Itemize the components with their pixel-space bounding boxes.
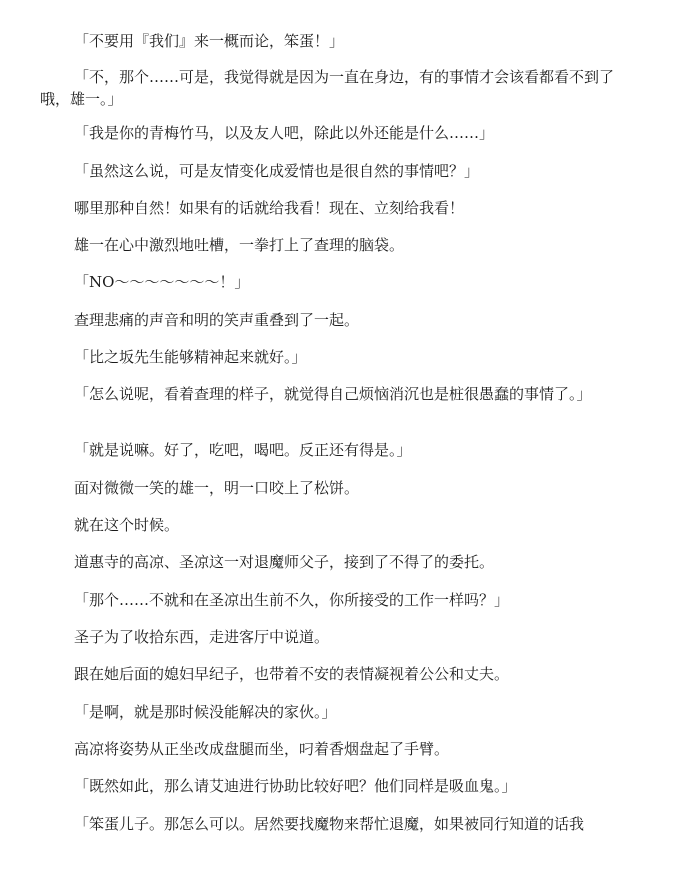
paragraph: 「不，那个……可是，我觉得就是因为一直在身边，有的事情才会该看都看不到了哦，雄一。」 <box>40 68 615 108</box>
paragraph: 圣子为了收拾东西，走进客厅中说道。 <box>74 628 330 646</box>
paragraph: 道惠寺的高凉、圣凉这一对退魔师父子，接到了不得了的委托。 <box>74 553 495 571</box>
paragraph: 「笨蛋儿子。那怎么可以。居然要找魔物来帮忙退魔，如果被同行知道的话我 <box>74 815 585 833</box>
paragraph: 就在这个时候。 <box>74 516 180 534</box>
paragraph: 「虽然这么说，可是友情变化成爱情也是很自然的事情吧？」 <box>74 162 480 180</box>
paragraph: 「是啊，就是那时候没能解决的家伙。」 <box>74 703 337 721</box>
paragraph: 「NO～～～～～～～！」 <box>74 273 250 291</box>
paragraph: 「那个……不就和在圣凉出生前不久，你所接受的工作一样吗？」 <box>74 591 510 609</box>
paragraph: 跟在她后面的媳妇早纪子，也带着不安的表情凝视着公公和丈夫。 <box>74 665 510 683</box>
paragraph: 「我是你的青梅竹马，以及友人吧，除此以外还能是什么……」 <box>74 124 495 142</box>
paragraph: 雄一在心中激烈地吐槽，一拳打上了查理的脑袋。 <box>74 236 405 254</box>
paragraph: 「怎么说呢，看着查理的样子，就觉得自己烦恼消沉也是桩很愚蠢的事情了。」 <box>74 385 592 403</box>
paragraph: 查理悲痛的声音和明的笑声重叠到了一起。 <box>74 311 360 329</box>
paragraph: 「不要用『我们』来一概而论，笨蛋！」 <box>74 32 345 50</box>
paragraph: 高凉将姿势从正坐改成盘腿而坐，叼着香烟盘起了手臂。 <box>74 740 450 758</box>
paragraph: 「既然如此，那么请艾迪进行协助比较好吧？他们同样是吸血鬼。」 <box>74 777 517 795</box>
paragraph: 「比之坂先生能够精神起来就好。」 <box>74 348 307 366</box>
paragraph: 面对微微一笑的雄一，明一口咬上了松饼。 <box>74 479 360 497</box>
paragraph: 哪里那种自然！如果有的话就给我看！现在、立刻给我看！ <box>74 199 465 217</box>
paragraph: 「就是说嘛。好了，吃吧，喝吧。反正还有得是。」 <box>74 441 412 459</box>
